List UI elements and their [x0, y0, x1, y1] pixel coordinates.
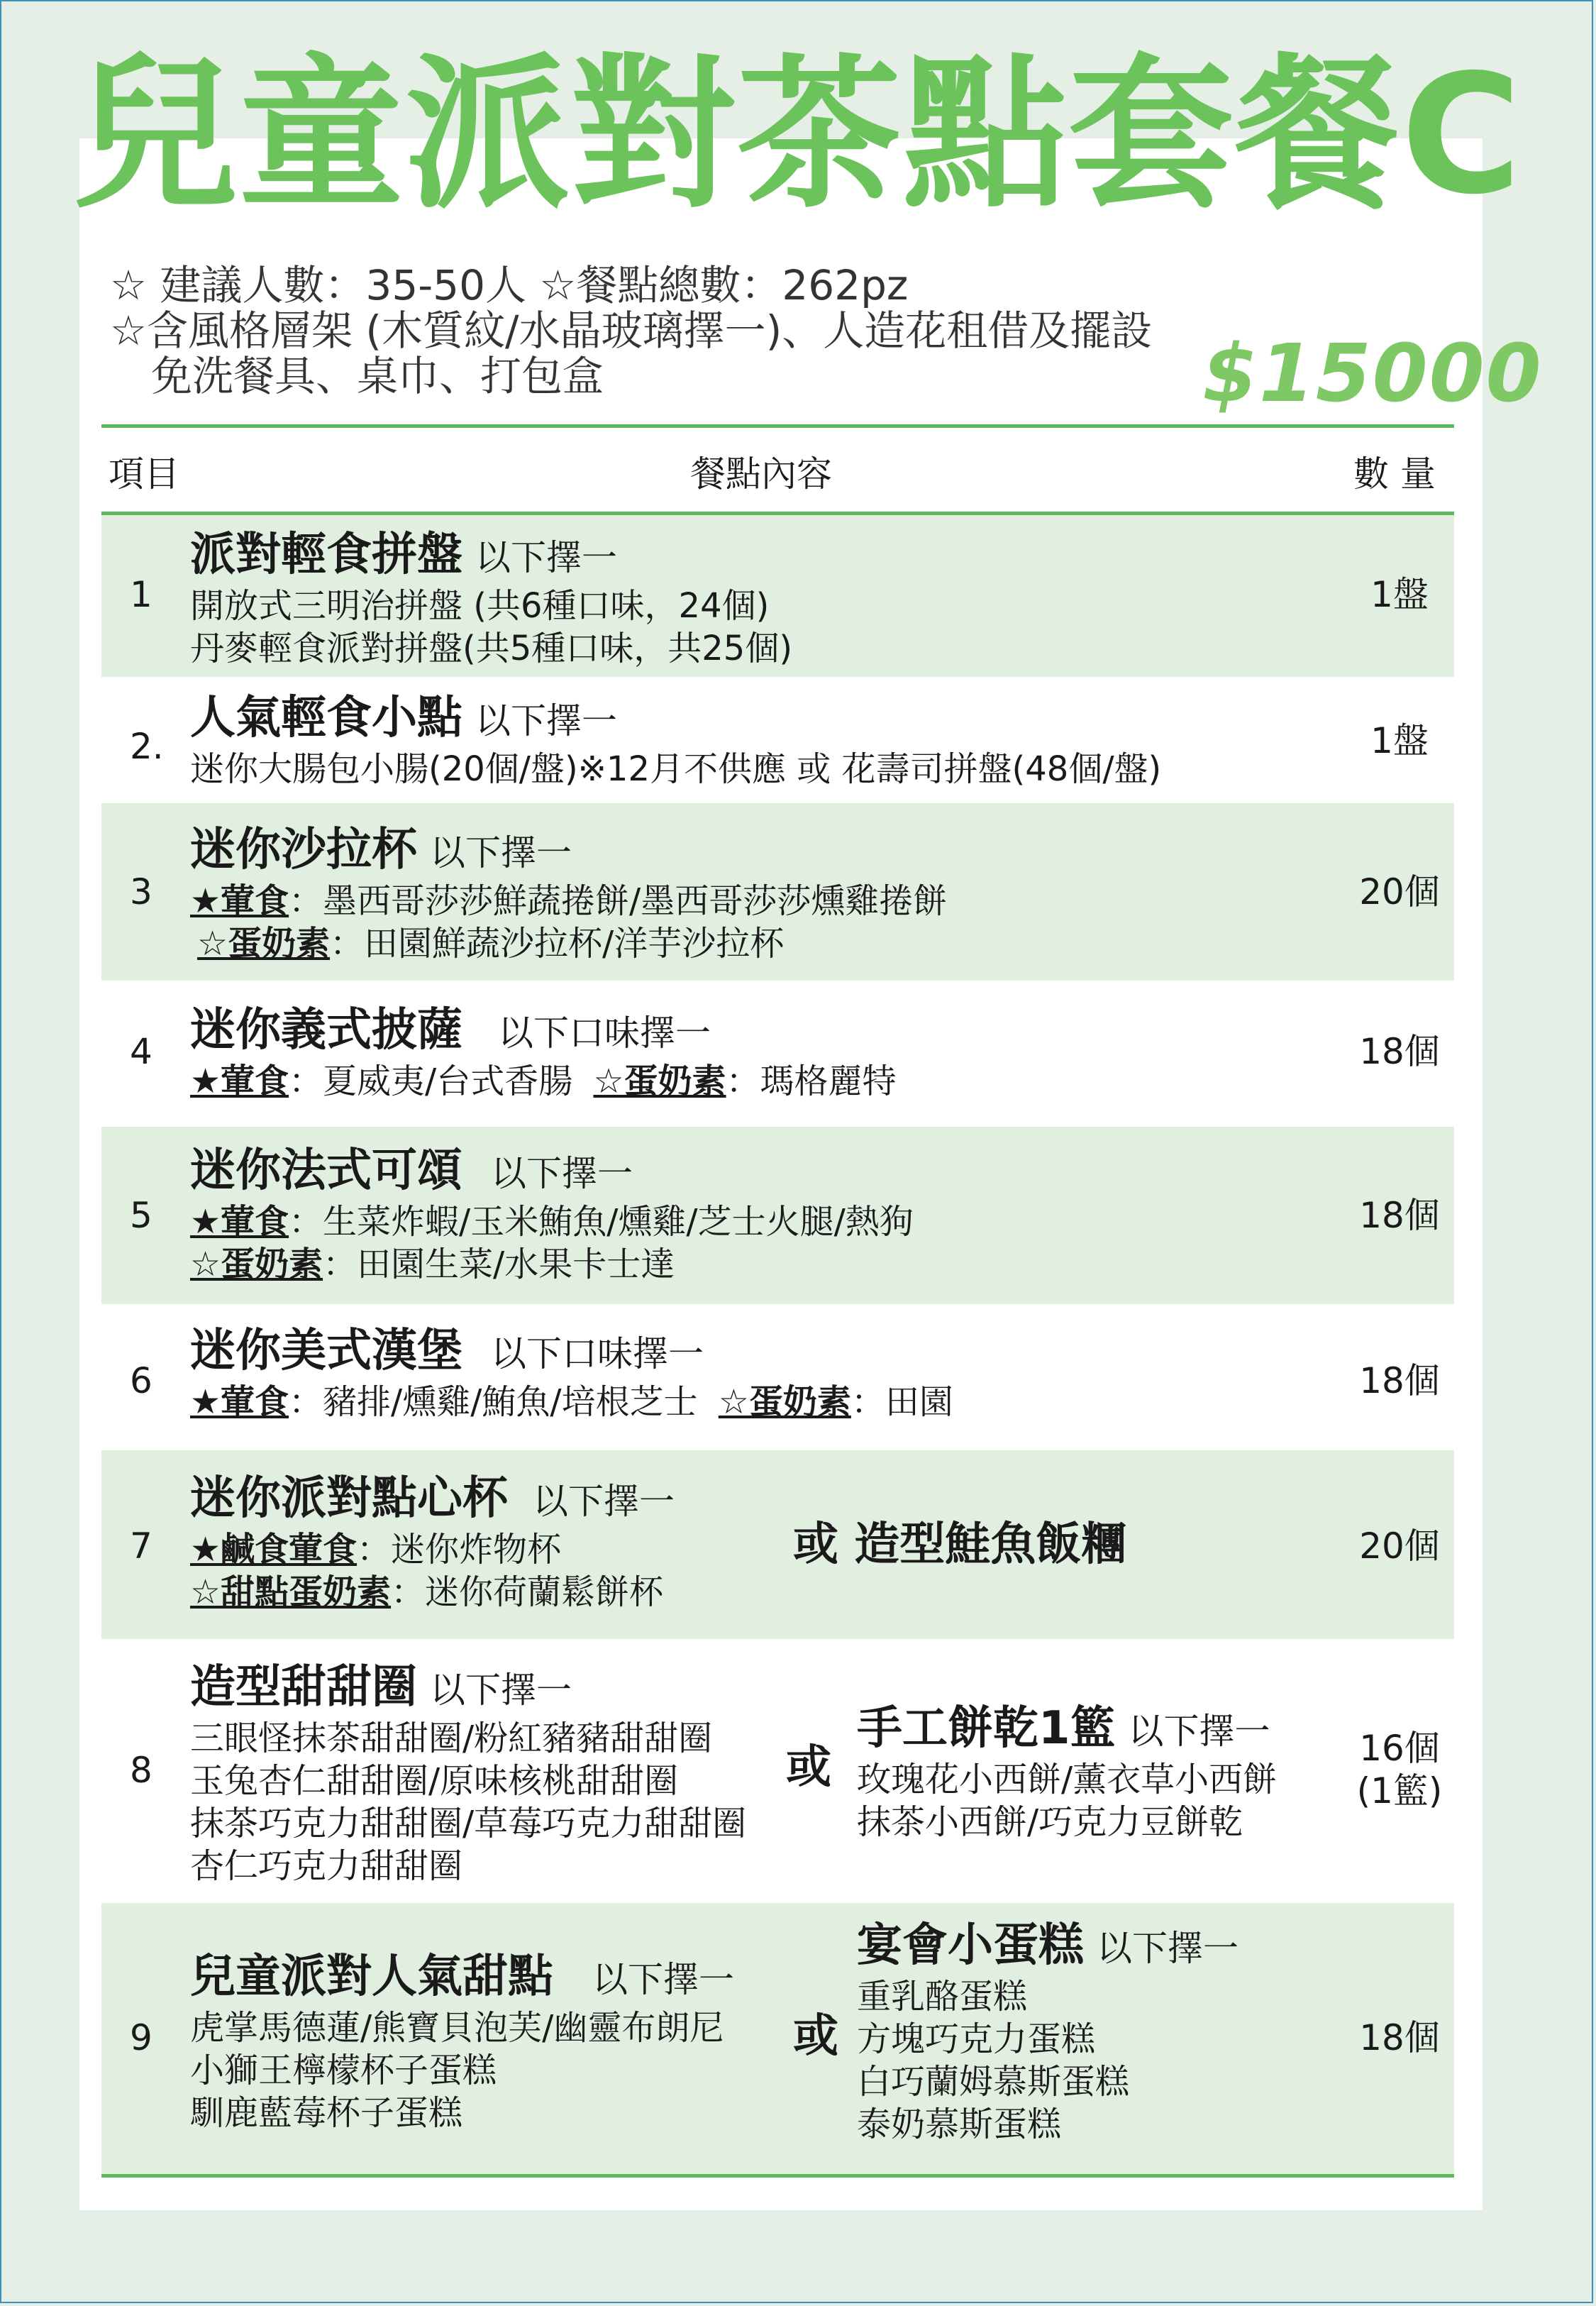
- row-content: [190, 528, 792, 670]
- item-select-note: 以下擇一: [491, 1153, 633, 1194]
- header-item: 項目: [109, 453, 179, 495]
- alt-option: 泰奶慕斯蛋糕: [857, 2104, 1062, 2144]
- header-qty: 數 量: [1353, 453, 1436, 495]
- row-number: 7: [130, 1526, 153, 1567]
- item-option: 虎掌馬德蓮/熊寶貝泡芙/幽靈布朗尼: [190, 2008, 724, 2048]
- item-option: 杏仁巧克力甜甜圈: [190, 1846, 463, 1886]
- item-option: 小獅王檸檬杯子蛋糕: [190, 2051, 497, 2090]
- row-content: [190, 1950, 734, 2134]
- item-name: 兒童派對人氣甜點: [190, 1951, 553, 2003]
- info-line-stand: ☆含風格層架 (木質紋/水晶玻璃擇一)、人造花租借及擺設: [110, 307, 1153, 355]
- item-option: 馴鹿藍莓杯子蛋糕: [190, 2093, 463, 2133]
- table-row: [101, 677, 1454, 803]
- header-content: 餐點內容: [690, 453, 832, 495]
- or-label: 或: [793, 2010, 838, 2063]
- table-row: [101, 1639, 1454, 1903]
- table-row: [101, 515, 1454, 677]
- item-option: 開放式三明治拼盤 (共6種口味，24個): [190, 586, 770, 626]
- item-name: 造型甜甜圈: [190, 1661, 417, 1714]
- qty-basket: (1籃): [1356, 1770, 1443, 1811]
- alt-item-name: 手工餅乾1籃: [857, 1702, 1116, 1755]
- row-qty: 20個: [1359, 871, 1440, 912]
- table-row: [101, 1903, 1454, 2175]
- row-number: 2.: [130, 726, 164, 767]
- item-select-note: 以下擇一: [592, 1959, 734, 2000]
- item-name: 迷你派對點心杯: [190, 1472, 508, 1525]
- item-select-note: 以下擇一: [475, 537, 617, 578]
- row-number: 3: [130, 871, 153, 912]
- vegetarian-options: ：田園生菜/水果卡士達: [323, 1245, 675, 1284]
- vegetarian-options: ：瑪格麗特: [726, 1061, 897, 1101]
- vegetarian-options: ：田園: [850, 1382, 953, 1422]
- alternative-content: [857, 1701, 1277, 1843]
- meat-options: ：夏威夷/台式香腸: [289, 1061, 584, 1101]
- row-qty: 18個: [1359, 2017, 1440, 2058]
- row-qty: 18個: [1359, 1360, 1440, 1401]
- row-content: [190, 1144, 914, 1286]
- row-number: 8: [130, 1750, 153, 1791]
- alt-select-note: 以下擇一: [1097, 1928, 1238, 1969]
- row-qty: [1350, 1727, 1449, 1812]
- alt-option: 方塊巧克力蛋糕: [857, 2019, 1096, 2059]
- row-qty: 18個: [1359, 1031, 1440, 1072]
- alt-option: 抹茶小西餅/巧克力豆餅乾: [857, 1802, 1243, 1842]
- row-qty: 20個: [1359, 1526, 1440, 1567]
- row-content: [190, 1324, 953, 1423]
- alternative-content: [857, 1919, 1238, 2146]
- table-row: [101, 1304, 1454, 1450]
- alt-option: 重乳酪蛋糕: [857, 1977, 1028, 2017]
- item-name: 迷你沙拉杯: [190, 824, 417, 876]
- row-qty: 1盤: [1370, 574, 1429, 615]
- vegetarian-tag: ☆蛋奶素: [593, 1061, 726, 1101]
- row-content: [190, 691, 1161, 790]
- meat-options: ：豬排/燻雞/鮪魚/培根芝士: [289, 1382, 709, 1422]
- page-title: 兒童派對茶點套餐C: [72, 39, 1524, 231]
- item-option: 丹麥輕食派對拼盤(共5種口味，共25個): [190, 629, 793, 668]
- item-select-note: 以下擇一: [533, 1481, 675, 1522]
- row-qty: 18個: [1359, 1195, 1440, 1236]
- table-top-rule: [101, 424, 1454, 428]
- vegetarian-tag: ☆蛋奶素: [197, 924, 331, 964]
- price: $15000: [1202, 328, 1543, 420]
- vegetarian-tag: ☆蛋奶素: [718, 1382, 851, 1422]
- table-bottom-rule: [101, 2174, 1454, 2178]
- item-name: 派對輕食拼盤: [190, 529, 462, 581]
- item-select-note: 以下擇一: [430, 832, 572, 873]
- vegetarian-options: ：田園鮮蔬沙拉杯/洋芋沙拉杯: [330, 924, 785, 964]
- qty-count: 16個: [1359, 1728, 1440, 1769]
- meat-tag: ★葷食: [190, 1061, 289, 1101]
- item-option: 三眼怪抹茶甜甜圈/粉紅豬豬甜甜圈: [190, 1719, 713, 1758]
- vegetarian-tag: ☆蛋奶素: [190, 1245, 323, 1284]
- table-row: [101, 1450, 1454, 1639]
- info-line-guests: ☆ 建議人數：35-50人 ☆餐點總數：262pz: [110, 261, 909, 309]
- item-name: 迷你義式披薩: [190, 1004, 462, 1057]
- row-content: [190, 1472, 675, 1613]
- row-number: 5: [130, 1195, 153, 1236]
- table-row: [101, 981, 1454, 1127]
- savory-tag: ★鹹食葷食: [190, 1530, 358, 1569]
- item-select-note: 以下口味擇一: [498, 1013, 711, 1054]
- item-name: 人氣輕食小點: [190, 692, 462, 744]
- alt-option: 白巧蘭姆慕斯蛋糕: [857, 2062, 1130, 2102]
- item-option: 迷你大腸包小腸(20個/盤)※12月不供應 或 花壽司拼盤(48個/盤): [190, 749, 1162, 789]
- table-row: [101, 1127, 1454, 1304]
- meat-options: ：墨西哥莎莎鮮蔬捲餅/墨西哥莎莎燻雞捲餅: [289, 881, 948, 921]
- item-option: 抹茶巧克力甜甜圈/草莓巧克力甜甜圈: [190, 1804, 747, 1843]
- alt-item-name: 宴會小蛋糕: [857, 1919, 1084, 1972]
- row-number: 1: [130, 574, 153, 615]
- alt-option: 玫瑰花小西餅/薰衣草小西餅: [857, 1760, 1278, 1799]
- row-content: [190, 823, 947, 965]
- meat-tag: ★葷食: [190, 1202, 289, 1242]
- meat-tag: ★葷食: [190, 1382, 289, 1422]
- dessert-tag: ☆甜點蛋奶素: [190, 1572, 392, 1612]
- row-number: 4: [130, 1031, 153, 1072]
- alternative-rice-ball: 或 造型鮭魚飯糰: [793, 1518, 1127, 1571]
- item-select-note: 以下擇一: [475, 700, 617, 741]
- savory-options: ：迷你炸物杯: [357, 1530, 562, 1569]
- item-name: 迷你美式漢堡: [190, 1325, 462, 1377]
- meat-options: ：生菜炸蝦/玉米鮪魚/燻雞/芝士火腿/熱狗: [289, 1202, 914, 1242]
- item-option: 玉兔杏仁甜甜圈/原味核桃甜甜圈: [190, 1761, 679, 1801]
- package-info: [110, 263, 1152, 399]
- meat-tag: ★葷食: [190, 881, 289, 921]
- row-content: [190, 1660, 746, 1887]
- info-line-tableware: 免洗餐具、桌巾、打包盒: [151, 352, 604, 400]
- table-row: [101, 803, 1454, 981]
- item-name: 迷你法式可頌: [190, 1144, 462, 1197]
- item-select-note: 以下口味擇一: [491, 1333, 704, 1374]
- row-number: 6: [130, 1360, 153, 1401]
- item-select-note: 以下擇一: [430, 1670, 572, 1711]
- alt-select-note: 以下擇一: [1128, 1711, 1270, 1752]
- row-qty: 1盤: [1370, 720, 1429, 761]
- or-label: 或: [786, 1741, 831, 1794]
- row-content: [190, 1003, 897, 1103]
- row-number: 9: [130, 2017, 153, 2058]
- dessert-options: ：迷你荷蘭鬆餅杯: [391, 1572, 664, 1612]
